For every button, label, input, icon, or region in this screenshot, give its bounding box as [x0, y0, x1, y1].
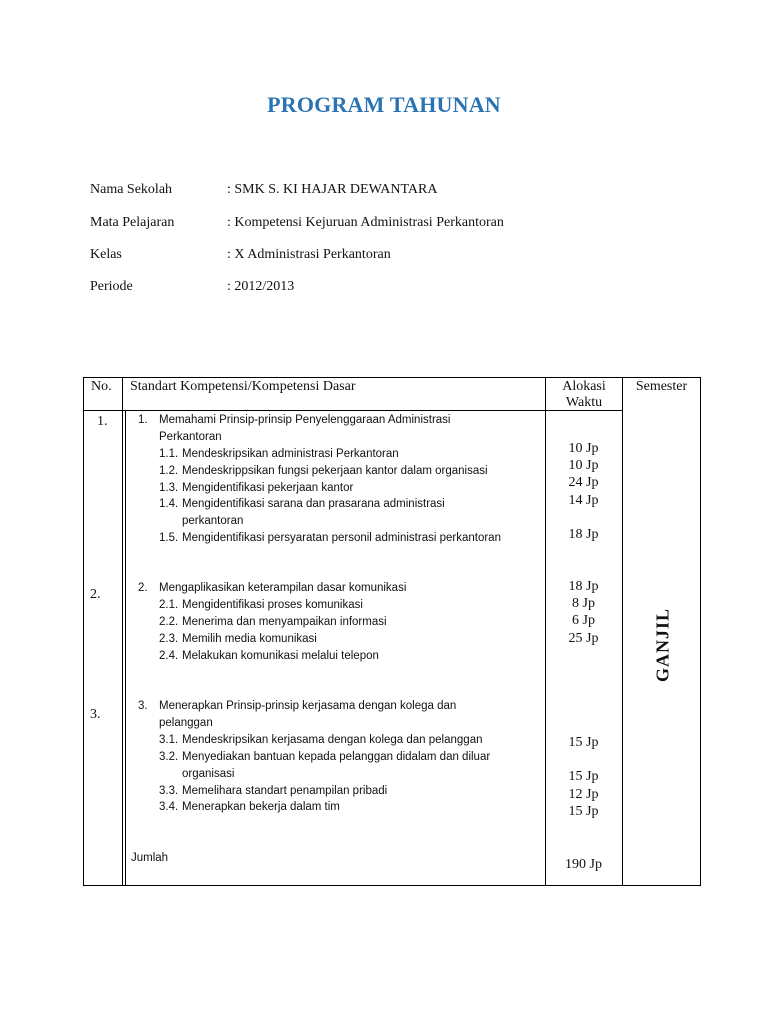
group-title: Menerapkan Prinsip-prinsip kerjasama dengan kolega dan — [159, 700, 457, 712]
item-text-cont: perkantoran — [182, 515, 244, 527]
item-num: 2.1. — [159, 599, 179, 611]
time-allocation: 18 Jp — [568, 527, 599, 542]
item-num: 2.2. — [159, 616, 179, 628]
item-text: Mengidentifikasi proses komunikasi — [182, 599, 363, 611]
table-border-right — [700, 377, 701, 886]
info-value: : SMK S. KI HAJAR DEWANTARA — [227, 182, 438, 197]
time-allocation: 6 Jp — [572, 613, 595, 628]
group-num: 1. — [138, 414, 148, 426]
item-text: Mendeskripsikan kerjasama dengan kolega dan pelanggan — [182, 734, 483, 746]
header-standard-competency: Standart Kompetensi/Kompetensi Dasar — [130, 379, 356, 394]
item-num: 1.5. — [159, 532, 179, 544]
item-num: 2.4. — [159, 650, 179, 662]
item-text: Menerima dan menyampaikan informasi — [182, 616, 387, 628]
item-text: Memelihara standart penampilan pribadi — [182, 785, 388, 797]
item-text: Mengidentifikasi persyaratan personil administrasi perkantoran — [182, 532, 501, 544]
header-time-allocation — [546, 379, 622, 411]
info-value: : 2012/2013 — [227, 279, 295, 294]
item-text: Memilih media komunikasi — [182, 633, 317, 645]
item-text: Mengidentifikasi sarana dan prasarana administrasi — [182, 498, 445, 510]
table-col-divider-1 — [122, 377, 123, 886]
group-title-cont: pelanggan — [159, 717, 213, 729]
table-col-divider-3 — [622, 377, 623, 886]
item-text: Mengidentifikasi pekerjaan kantor — [182, 482, 354, 494]
item-num: 2.3. — [159, 633, 179, 645]
header-waktu: Waktu — [565, 395, 603, 410]
item-num: 3.2. — [159, 751, 179, 763]
table-border-left — [83, 377, 84, 886]
header-no: No. — [91, 379, 112, 394]
item-num: 3.4. — [159, 801, 179, 813]
item-num: 1.4. — [159, 498, 179, 510]
item-text: Menerapkan bekerja dalam tim — [182, 801, 340, 813]
table-border-top — [83, 377, 701, 378]
group-title: Memahami Prinsip-prinsip Penyelenggaraan Administrasi — [159, 414, 451, 426]
group-num: 2. — [138, 582, 148, 594]
header-alokasi: Alokasi — [562, 379, 606, 394]
table-header-divider — [83, 410, 623, 411]
time-allocation: 14 Jp — [568, 493, 599, 508]
time-allocation: 10 Jp — [568, 458, 599, 473]
header-semester: Semester — [635, 379, 688, 394]
time-allocation: 25 Jp — [568, 631, 599, 646]
time-allocation: 8 Jp — [572, 596, 595, 611]
item-text: Melakukan komunikasi melalui telepon — [182, 650, 379, 662]
item-num: 3.3. — [159, 785, 179, 797]
info-value: : Kompetensi Kejuruan Administrasi Perkantoran — [227, 215, 504, 230]
row-number: 3. — [90, 707, 101, 722]
time-allocation: 15 Jp — [568, 804, 599, 819]
info-label: Mata Pelajaran — [90, 215, 175, 230]
item-num: 1.3. — [159, 482, 179, 494]
item-text-cont: organisasi — [182, 768, 235, 780]
item-text: Menyediakan bantuan kepada pelanggan didalam dan diluar — [182, 751, 491, 763]
item-text: Mendeskrippsikan fungsi pekerjaan kantor dalam organisasi — [182, 465, 488, 477]
row-number: 2. — [90, 587, 101, 602]
time-allocation: 18 Jp — [568, 579, 599, 594]
info-label: Periode — [90, 279, 133, 294]
group-title-cont: Perkantoran — [159, 431, 222, 443]
item-num: 3.1. — [159, 734, 179, 746]
group-num: 3. — [138, 700, 148, 712]
info-value: : X Administrasi Perkantoran — [227, 247, 391, 262]
time-allocation: 15 Jp — [568, 769, 599, 784]
time-allocation: 15 Jp — [568, 735, 599, 750]
item-num: 1.1. — [159, 448, 179, 460]
info-label: Nama Sekolah — [90, 182, 173, 197]
time-allocation: 12 Jp — [568, 787, 599, 802]
row-number: 1. — [97, 414, 108, 429]
table-col-divider-1b — [125, 410, 126, 886]
item-text: Mendeskripsikan administrasi Perkantoran — [182, 448, 399, 460]
total-label: Jumlah — [131, 852, 169, 864]
semester-value: GANJIL — [652, 607, 673, 683]
document-title: PROGRAM TAHUNAN — [267, 92, 501, 117]
total-value: 190 Jp — [565, 857, 602, 872]
item-num: 1.2. — [159, 465, 179, 477]
table-border-bottom — [83, 885, 701, 886]
time-allocation: 10 Jp — [568, 441, 599, 456]
info-label: Kelas — [90, 247, 122, 262]
group-title: Mengaplikasikan keterampilan dasar komunikasi — [159, 582, 407, 594]
time-allocation: 24 Jp — [568, 475, 599, 490]
